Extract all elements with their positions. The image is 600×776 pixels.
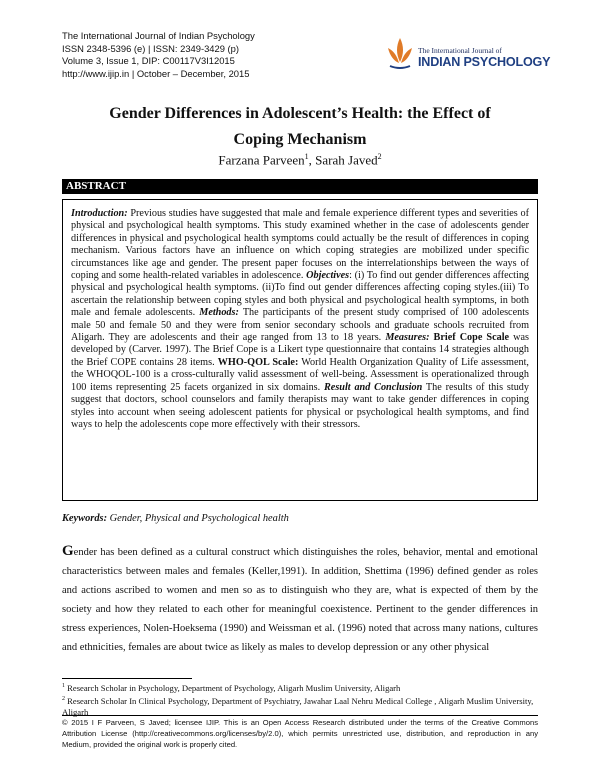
journal-name: The International Journal of Indian Psychology bbox=[62, 30, 255, 41]
title-line-2: Coping Mechanism bbox=[233, 131, 367, 148]
author-line bbox=[62, 152, 538, 168]
objectives-text: : (i) To find out gender differences affecting physical and psychological health symptoms. (ii)To find out gender differences affecting coping styles.(iii) To ascertain the relationship between coping styles and both physical and psychological health symptoms, in both male and female adolescents. bbox=[71, 270, 530, 319]
author-1-mark: 1 bbox=[304, 152, 309, 161]
intro-label: Introduction: bbox=[71, 208, 128, 219]
methods-label: Methods: bbox=[199, 307, 239, 319]
measures-label: Measures: bbox=[385, 332, 430, 344]
author-1: Farzana Parveen bbox=[218, 152, 305, 168]
keywords-label: Keywords: bbox=[62, 513, 108, 524]
dropcap: G bbox=[62, 543, 74, 559]
author-2-mark: 2 bbox=[377, 152, 382, 161]
result-text: The results of this study suggest that doctors, school counselors and family therapists may want to take gender differences in coping styles into account when seeing adolescent patients for physical or psychological health symptoms, and find ways to help the adolescents cope more effectively with their stressors. bbox=[71, 381, 529, 430]
author-separator: , bbox=[308, 152, 316, 168]
footnote-1-text: Research Scholar in Psychology, Department of Psychology, Aligarh Muslim University, Aligarh bbox=[65, 682, 401, 693]
objectives-label: Objectives bbox=[306, 270, 350, 282]
issn-line: ISSN 2348-5396 (e) | ISSN: 2349-3429 (p) bbox=[62, 42, 240, 54]
license-text: © 2015 I F Parveen, S Javed; licensee IJIP. This is an Open Access Research distributed under the terms of the Creative Commons Attribution License (http://creativecommons.org/licenses/by/2.0), which permits unrestricted use, distribution, and reproduction in any Medium, provided the original work is properly cited. bbox=[62, 718, 538, 749]
measures-text: was developed by (Carver. 1997). The Brief Cope is a Likert type questionnaire that contains 14 strategies although the Brief COPE contains 28 items. bbox=[71, 332, 529, 368]
body-paragraph bbox=[62, 542, 538, 657]
whoqol-text: World Health Organization Quality of Life assessment, the WHOQOL-100 is a cross-culturally valid assessment of well-being. Assessment is operationalized through 100 items representing 25 facets organized in six domains. bbox=[71, 356, 529, 393]
footnote-1-mark: 1 bbox=[62, 683, 65, 689]
journal-masthead bbox=[62, 30, 255, 80]
measures-bold: Brief Cope Scale bbox=[429, 332, 510, 344]
body-text: ender has been defined as a cultural construct which distinguishes the roles, behavior, mental and emotional characteristics between males and females (Keller,1991). In addition, Shettima (1996) defined gender as roles and actions ascribed to women and men so as to distinguish who they are, what is expected of them by the society and how they related to each other for meaningful coexistence. Pertinent to the gender differences in stress experiences, Nolen-Hoeksema (1990) and Weissman et al. (1996) noted that across many nations, cultures and ethnicities, females are about twice as likely as males to develop depression or any other physical bbox=[62, 547, 538, 653]
title-line-1: Gender Differences in Adolescent’s Health: the Effect of bbox=[109, 105, 491, 122]
journal-logo bbox=[384, 34, 551, 76]
abstract-text bbox=[71, 208, 529, 431]
footnotes bbox=[62, 681, 538, 718]
article-title bbox=[62, 101, 538, 153]
keywords-text: Gender, Physical and Psychological health bbox=[107, 513, 289, 524]
logo-big-text: INDIAN PSYCHOLOGY bbox=[418, 55, 551, 69]
footnote-1 bbox=[62, 681, 538, 694]
footnote-divider bbox=[62, 678, 192, 679]
logo-small-text: The International Journal of bbox=[418, 46, 502, 55]
abstract-box bbox=[62, 199, 538, 501]
footnote-2-text: Research Scholar In Clinical Psychology, Department of Psychiatry, Jawahar Laal Nehru Medical College , Aligarh Muslim University, Aligarh bbox=[62, 695, 534, 717]
license-divider bbox=[62, 715, 538, 716]
footnote-2-mark: 2 bbox=[62, 695, 65, 702]
abstract-heading: ABSTRACT bbox=[62, 179, 538, 194]
whoqol-label: WHO-QOL Scale: bbox=[217, 356, 299, 368]
volume-line: Volume 3, Issue 1, DIP: C00117V3I12015 bbox=[62, 55, 235, 67]
intro-text: Previous studies have suggested that male and female experience different types and severities of physical and psychological health symptoms. This study examined whether in the case of adolescents gender differences in physical and psychological health symptoms could actually be the result of differences in coping mechanism. Various factors have an influence on which coping strategies are mobilized under specific circumstances like age and gender. The present paper focuses on the interrelationships between the ways of coping and some health-related variables in adolescence. bbox=[71, 208, 529, 282]
keywords bbox=[62, 513, 289, 524]
methods-text: The participants of the present study comprised of 100 adolescents male 50 and female 50 and they were from senior secondary schools and graduate schools recruited from Aligarh. They are adolescents and their age ranged from 13 to 18 years. bbox=[71, 307, 529, 344]
result-label: Result and Conclusion bbox=[324, 381, 423, 393]
url-date-line: http://www.ijip.in | October – December, 2015 bbox=[62, 67, 250, 79]
author-2: Sarah Javed bbox=[315, 152, 378, 168]
lotus-icon bbox=[384, 34, 416, 74]
